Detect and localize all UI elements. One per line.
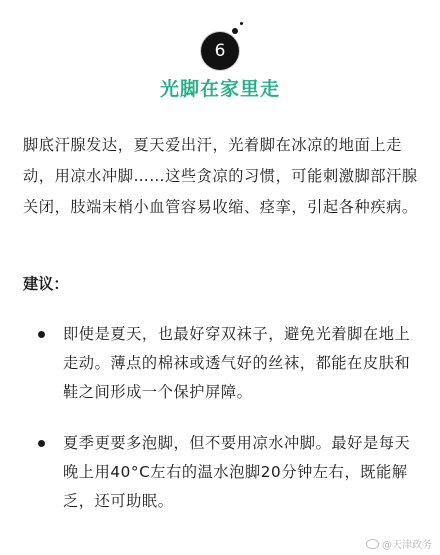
decorative-dot-small xyxy=(240,22,243,25)
list-item-text: 夏季更要多泡脚，但不要用凉水冲脚。最好是每天晚上用40°C左右的温水泡脚20分钟左右，既能解乏，还可助眠。 xyxy=(63,434,411,510)
advice-heading: 建议： xyxy=(23,275,69,293)
intro-paragraph: 脚底汗腺发达，夏天爱出汗，光着脚在冰凉的地面上走动，用凉水冲脚……这些贪凉的习惯，可能刺激脚部汗腺关闭，肢端末梢小血管容易收缩、痉挛，引起各种疾病。 xyxy=(23,136,418,216)
watermark-text: @天津政务 xyxy=(382,540,432,551)
list-item-text: 即使是夏天，也最好穿双袜子，避免光着脚在地上走动。薄点的棉袜或透气好的丝袜，都能在皮肤和鞋之间形成一个保护屏障。 xyxy=(63,325,411,401)
section-number-badge xyxy=(201,28,247,74)
watermark xyxy=(366,536,432,551)
list-item xyxy=(0,429,425,516)
weibo-icon xyxy=(366,539,379,549)
bullet-icon xyxy=(38,331,45,338)
list-item xyxy=(0,320,425,407)
bullet-icon xyxy=(38,440,45,447)
decorative-dot-large xyxy=(232,28,238,34)
section-number: 6 xyxy=(201,32,239,70)
section-title: 光脚在家里走 xyxy=(159,78,280,100)
advice-list xyxy=(0,320,440,516)
